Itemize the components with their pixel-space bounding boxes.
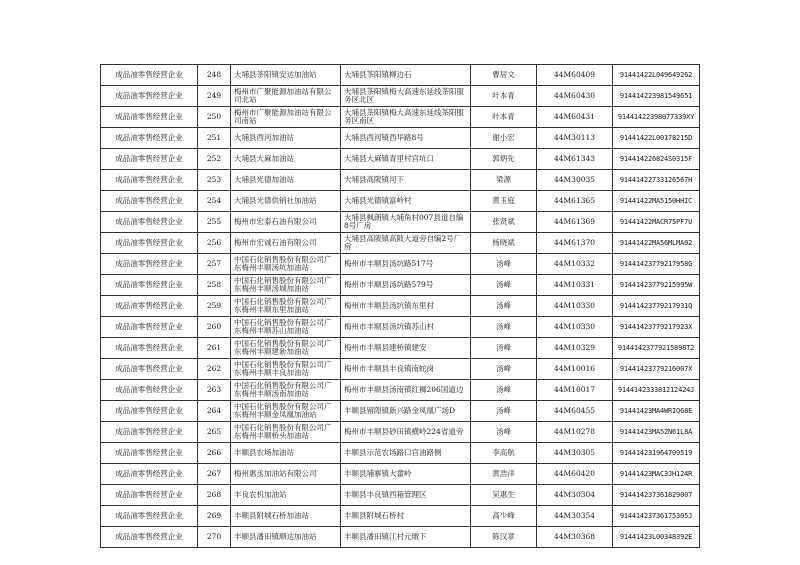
cell-credit-code: 91441422MA56MLMA02 [613, 233, 700, 254]
cell-credit-code: 914414233381212424J [613, 380, 700, 401]
cell-station-name: 中国石化销售股份有限公司广东梅州丰顺汤坑加油站 [231, 254, 341, 275]
cell-serial-number: 265 [198, 422, 231, 443]
cell-business-type: 成品油零售经营企业 [101, 149, 198, 170]
table-row [101, 254, 700, 275]
cell-station-name: 大埔县光德加油站 [231, 170, 341, 191]
cell-credit-code: 914414223981549651 [613, 86, 700, 107]
cell-station-name: 大埔县光德供销社加油站 [231, 191, 341, 212]
table-row [101, 191, 700, 212]
cell-serial-number: 267 [198, 464, 231, 485]
cell-station-name: 梅州市广聚能源加油站有限公司南站 [231, 107, 341, 128]
cell-certificate-number: 44M61343 [537, 149, 613, 170]
cell-person: 张贤斌 [471, 212, 537, 233]
cell-certificate-number: 44M30113 [537, 128, 613, 149]
table-row [101, 275, 700, 296]
cell-certificate-number: 44M30354 [537, 506, 613, 527]
cell-certificate-number: 44M30035 [537, 170, 613, 191]
cell-person: 高少峰 [471, 506, 537, 527]
cell-credit-code: 91441423779215995W [613, 275, 700, 296]
cell-business-type: 成品油零售经营企业 [101, 65, 198, 86]
cell-person: 吴惠生 [471, 485, 537, 506]
cell-business-type: 成品油零售经营企业 [101, 359, 198, 380]
cell-station-name: 大埔县茶阳镇安达加油站 [231, 65, 341, 86]
cell-business-type: 成品油零售经营企业 [101, 128, 198, 149]
cell-serial-number: 248 [198, 65, 231, 86]
cell-serial-number: 264 [198, 401, 231, 422]
table-row [101, 296, 700, 317]
cell-person: 叶本青 [471, 107, 537, 128]
cell-business-type: 成品油零售经营企业 [101, 443, 198, 464]
cell-certificate-number: 44M60420 [537, 464, 613, 485]
cell-credit-code: 91441423736175305J [613, 506, 700, 527]
cell-person: 郭炳先 [471, 149, 537, 170]
cell-address: 大埔县茶阳镇梅大高速东延线茶阳服务区南区 [341, 107, 471, 128]
cell-serial-number: 259 [198, 296, 231, 317]
cell-business-type: 成品油零售经营企业 [101, 86, 198, 107]
cell-certificate-number: 44M10017 [537, 380, 613, 401]
cell-credit-code: 91441422L00178215D [613, 128, 700, 149]
cell-serial-number: 252 [198, 149, 231, 170]
cell-serial-number: 269 [198, 506, 231, 527]
cell-credit-code: 91441422733126567H [613, 170, 700, 191]
cell-person: 陈汉章 [471, 527, 537, 548]
cell-credit-code: 91441423779217931Q [613, 296, 700, 317]
cell-serial-number: 261 [198, 338, 231, 359]
cell-address: 梅州市丰顺县砂田镇横岭224省道旁 [341, 422, 471, 443]
cell-certificate-number: 44M30304 [537, 485, 613, 506]
cell-business-type: 成品油零售经营企业 [101, 191, 198, 212]
cell-station-name: 丰顺县农场加油站 [231, 443, 341, 464]
cell-person: 汤峰 [471, 359, 537, 380]
cell-business-type: 成品油零售经营企业 [101, 401, 198, 422]
cell-address: 丰顺县留隍镇新兴路金凤凰广场D [341, 401, 471, 422]
cell-certificate-number: 44M60409 [537, 65, 613, 86]
cell-address: 大埔县高陂镇河下 [341, 170, 471, 191]
cell-certificate-number: 44M30305 [537, 443, 613, 464]
cell-person: 叶本青 [471, 86, 537, 107]
cell-business-type: 成品油零售经营企业 [101, 296, 198, 317]
cell-address: 大埔县西河镇西华路8号 [341, 128, 471, 149]
cell-business-type: 成品油零售经营企业 [101, 170, 198, 191]
cell-credit-code: 91441423L00348392E [613, 527, 700, 548]
cell-station-name: 中国石化销售股份有限公司广东梅州丰顺建新加油站 [231, 338, 341, 359]
cell-serial-number: 270 [198, 527, 231, 548]
cell-serial-number: 258 [198, 275, 231, 296]
cell-station-name: 中国石化销售股份有限公司广东梅州丰顺苏山加油站 [231, 317, 341, 338]
cell-address: 梅州市丰顺县汤南镇红狮206国道边 [341, 380, 471, 401]
cell-credit-code: 91441422398077339XY [613, 107, 700, 128]
cell-station-name: 中国石化销售股份有限公司广东梅州丰顺金凤凰加油站 [231, 401, 341, 422]
cell-business-type: 成品油零售经营企业 [101, 338, 198, 359]
cell-person: 汤峰 [471, 254, 537, 275]
cell-address: 梅州市丰顺县建桥镇建安 [341, 338, 471, 359]
cell-credit-code: 91441423779216007X [613, 359, 700, 380]
cell-certificate-number: 44M60430 [537, 86, 613, 107]
cell-address: 大埔县茶阳镇柳边石 [341, 65, 471, 86]
cell-credit-code: 91441423779217958G [613, 254, 700, 275]
cell-person: 汤峰 [471, 338, 537, 359]
cell-person: 汤峰 [471, 317, 537, 338]
cell-credit-code: 91441423MA52N61L8A [613, 422, 700, 443]
cell-station-name: 中国石化销售股份有限公司广东梅州丰顺汤南加油站 [231, 380, 341, 401]
cell-station-name: 梅州市宏泰石油有限公司 [231, 212, 341, 233]
cell-certificate-number: 44M10332 [537, 254, 613, 275]
cell-serial-number: 254 [198, 191, 231, 212]
table-row [101, 86, 700, 107]
cell-business-type: 成品油零售经营企业 [101, 107, 198, 128]
cell-business-type: 成品油零售经营企业 [101, 212, 198, 233]
cell-credit-code: 91441423779217923X [613, 317, 700, 338]
cell-serial-number: 253 [198, 170, 231, 191]
cell-credit-code: 91441423MAC3JH124R [613, 464, 700, 485]
cell-credit-code: 914414237361829007 [613, 485, 700, 506]
cell-station-name: 中国石化销售股份有限公司广东梅州丰顺汤城加油站 [231, 275, 341, 296]
cell-credit-code: 91441422MACR75PF7U [613, 212, 700, 233]
cell-business-type: 成品油零售经营企业 [101, 233, 198, 254]
cell-business-type: 成品油零售经营企业 [101, 464, 198, 485]
cell-serial-number: 255 [198, 212, 231, 233]
cell-serial-number: 268 [198, 485, 231, 506]
cell-certificate-number: 44M10330 [537, 296, 613, 317]
cell-business-type: 成品油零售经营企业 [101, 527, 198, 548]
cell-certificate-number: 44M10331 [537, 275, 613, 296]
cell-station-name: 中国石化销售股份有限公司广东梅州丰顺桥头加油站 [231, 422, 341, 443]
cell-address: 梅州市丰顺县汤坑路517号 [341, 254, 471, 275]
cell-credit-code: 91441422MA5150HHIC [613, 191, 700, 212]
cell-person: 黄玉庭 [471, 191, 537, 212]
cell-address: 梅州市丰顺县汤坑镇东里村 [341, 296, 471, 317]
cell-address: 丰顺县附城石桥村 [341, 506, 471, 527]
cell-serial-number: 262 [198, 359, 231, 380]
cell-serial-number: 249 [198, 86, 231, 107]
table-body [101, 65, 700, 548]
cell-person: 汤峰 [471, 401, 537, 422]
cell-serial-number: 260 [198, 317, 231, 338]
table-row [101, 149, 700, 170]
table-row [101, 212, 700, 233]
cell-station-name: 中国石化销售股份有限公司广东梅州丰顺东里加油站 [231, 296, 341, 317]
table-row [101, 380, 700, 401]
cell-credit-code: 91441423MA4WRIQ68E [613, 401, 700, 422]
cell-credit-code: 91441423779215898T2 [613, 338, 700, 359]
table-row [101, 359, 700, 380]
cell-certificate-number: 44M10329 [537, 338, 613, 359]
table-row [101, 128, 700, 149]
table-row [101, 170, 700, 191]
table-row [101, 401, 700, 422]
cell-station-name: 梅州惠丞加油站有限公司 [231, 464, 341, 485]
table-row [101, 422, 700, 443]
cell-address: 梅州市丰顺县丰良镇南蛇岗 [341, 359, 471, 380]
cell-person: 谢小宏 [471, 128, 537, 149]
table-row [101, 506, 700, 527]
cell-address: 梅州市丰顺县汤坑镇苏山村 [341, 317, 471, 338]
table-row [101, 464, 700, 485]
cell-address: 丰顺县丰良镇西箱管理区 [341, 485, 471, 506]
cell-certificate-number: 44M60455 [537, 401, 613, 422]
cell-certificate-number: 44M10330 [537, 317, 613, 338]
cell-person: 汤峰 [471, 380, 537, 401]
cell-business-type: 成品油零售经营企业 [101, 380, 198, 401]
cell-person: 曹居文 [471, 65, 537, 86]
cell-business-type: 成品油零售经营企业 [101, 275, 198, 296]
cell-serial-number: 256 [198, 233, 231, 254]
cell-person: 汤峰 [471, 296, 537, 317]
table-row [101, 317, 700, 338]
cell-address: 大埔县枫朗镇大埔角村007县道自编8号厂房 [341, 212, 471, 233]
cell-person: 汤峰 [471, 422, 537, 443]
cell-address: 大埔县茶阳镇梅大高速东延线茶阳服务区北区 [341, 86, 471, 107]
cell-certificate-number: 44M61370 [537, 233, 613, 254]
cell-certificate-number: 44M30368 [537, 527, 613, 548]
cell-credit-code: 91441422L049649262 [613, 65, 700, 86]
cell-address: 大埔县光德镇富岭村 [341, 191, 471, 212]
cell-certificate-number: 44M61369 [537, 212, 613, 233]
cell-address: 大埔县高陂镇高陂大道旁自编2号厂房 [341, 233, 471, 254]
cell-person: 黄浩洋 [471, 464, 537, 485]
cell-certificate-number: 44M60431 [537, 107, 613, 128]
table-row [101, 65, 700, 86]
cell-credit-code: 91441423196470951​9 [613, 443, 700, 464]
cell-address: 丰顺县埔寨镇大畲岭 [341, 464, 471, 485]
station-table [100, 64, 700, 548]
table-row [101, 527, 700, 548]
cell-business-type: 成品油零售经营企业 [101, 485, 198, 506]
cell-station-name: 大埔县大麻加油站 [231, 149, 341, 170]
cell-address: 梅州市丰顺县汤坑路579号 [341, 275, 471, 296]
cell-person: 汤峰 [471, 275, 537, 296]
cell-business-type: 成品油零售经营企业 [101, 317, 198, 338]
cell-serial-number: 266 [198, 443, 231, 464]
cell-station-name: 梅州市广聚能源加油站有限公司北站 [231, 86, 341, 107]
cell-business-type: 成品油零售经营企业 [101, 506, 198, 527]
table-row [101, 443, 700, 464]
cell-serial-number: 250 [198, 107, 231, 128]
table-row [101, 338, 700, 359]
cell-serial-number: 251 [198, 128, 231, 149]
table-row [101, 107, 700, 128]
cell-station-name: 丰顺县附城石桥加油站 [231, 506, 341, 527]
cell-certificate-number: 44M10278 [537, 422, 613, 443]
cell-address: 大埔县大麻镇青里村宫坑口 [341, 149, 471, 170]
cell-serial-number: 263 [198, 380, 231, 401]
cell-station-name: 丰顺县潘田镇顺达加油站 [231, 527, 341, 548]
cell-station-name: 中国石化销售股份有限公司广东梅州丰顺丰良加油站 [231, 359, 341, 380]
cell-address: 丰顺县潘田镇江村元墩下 [341, 527, 471, 548]
cell-business-type: 成品油零售经营企业 [101, 254, 198, 275]
cell-business-type: 成品油零售经营企业 [101, 422, 198, 443]
table-row [101, 233, 700, 254]
cell-station-name: 大埔县西河加油站 [231, 128, 341, 149]
cell-station-name: 丰良农机加油站 [231, 485, 341, 506]
cell-person: 杨晓斌 [471, 233, 537, 254]
cell-serial-number: 257 [198, 254, 231, 275]
cell-credit-code: 914414226824S0315F [613, 149, 700, 170]
cell-person: 梁源 [471, 170, 537, 191]
cell-person: 李高航 [471, 443, 537, 464]
cell-station-name: 梅州市宏诚石油有限公司 [231, 233, 341, 254]
cell-certificate-number: 44M10016 [537, 359, 613, 380]
cell-address: 丰顺县示范农场路口官油路侧 [341, 443, 471, 464]
cell-certificate-number: 44M61365 [537, 191, 613, 212]
table-row [101, 485, 700, 506]
